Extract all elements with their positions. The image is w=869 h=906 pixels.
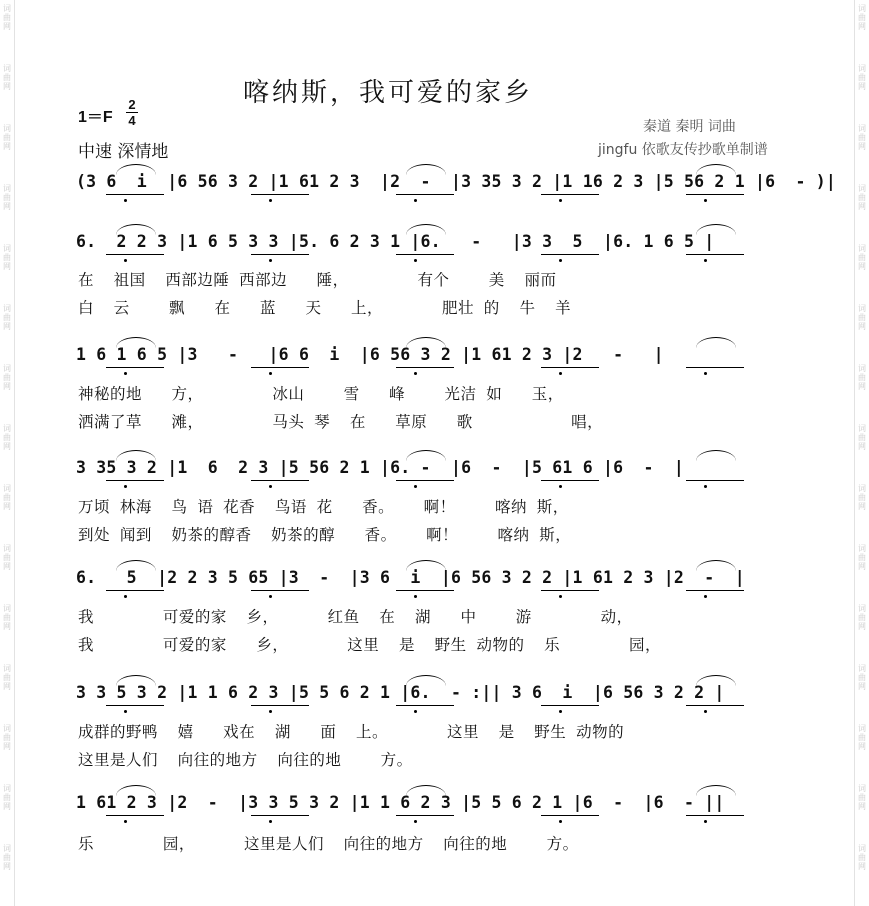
octave-dot: [704, 595, 707, 598]
beam-underline: [686, 590, 744, 591]
lyric-line: 神秘的地 方， 冰山 雪 峰 光洁 如 玉，: [78, 385, 564, 403]
watermark-text: 词 曲 网: [3, 604, 11, 631]
beam-underline: [686, 705, 744, 706]
lyric-line: 洒满了草 滩， 马头 琴 在 草原 歌 唱，: [78, 413, 604, 431]
slur-mark: [696, 164, 736, 175]
watermark-text: 词 曲 网: [3, 844, 11, 871]
slur-mark: [696, 450, 736, 461]
watermark-text: 词 曲 网: [858, 664, 866, 691]
watermark-text: 词 曲 网: [3, 304, 11, 331]
beam-underline: [396, 480, 454, 481]
beam-underline: [396, 815, 454, 816]
notation-row: [76, 568, 811, 598]
beam-underline: [396, 367, 454, 368]
octave-dot: [269, 595, 272, 598]
slur-mark: [696, 560, 736, 571]
octave-dot: [124, 820, 127, 823]
notation-row: [76, 458, 811, 488]
tempo-marking: 中速 深情地: [78, 142, 169, 162]
beam-underline: [251, 367, 309, 368]
notation-line: (3 6 i |6 56 3 2 |1 61 2 3 |2 - |3 35 3 2 |1 16 2 3 |5 56 2 1 |6 - )|: [76, 172, 837, 191]
notation-row: [76, 345, 811, 375]
slur-mark: [406, 450, 446, 461]
octave-dot: [559, 820, 562, 823]
octave-dot: [704, 372, 707, 375]
notation-line: 3 35 3 2 |1 6 2 3 |5 56 2 1 |6. - |6 - |5 61 6 |6 - |: [76, 458, 685, 477]
octave-dot: [414, 595, 417, 598]
beam-underline: [686, 367, 744, 368]
beam-underline: [106, 194, 164, 195]
slur-mark: [696, 785, 736, 796]
watermark-text: 词 曲 网: [858, 724, 866, 751]
octave-dot: [269, 259, 272, 262]
beam-underline: [251, 815, 309, 816]
beam-underline: [541, 194, 599, 195]
time-signature-top: 2: [128, 97, 136, 112]
watermark-text: 词 曲 网: [3, 664, 11, 691]
octave-dot: [704, 259, 707, 262]
slur-mark: [116, 785, 156, 796]
octave-dot: [269, 820, 272, 823]
notation-row: [76, 683, 811, 713]
watermark-text: 词 曲 网: [858, 844, 866, 871]
octave-dot: [414, 259, 417, 262]
slur-mark: [406, 785, 446, 796]
beam-underline: [106, 367, 164, 368]
beam-underline: [686, 815, 744, 816]
slur-mark: [406, 164, 446, 175]
notation-row: [76, 172, 837, 202]
beam-underline: [251, 480, 309, 481]
octave-dot: [414, 710, 417, 713]
octave-dot: [414, 485, 417, 488]
slur-mark: [406, 675, 446, 686]
slur-mark: [116, 337, 156, 348]
notation-row: [76, 232, 811, 262]
watermark-text: 词 曲 网: [858, 64, 866, 91]
octave-dot: [414, 820, 417, 823]
octave-dot: [124, 595, 127, 598]
octave-dot: [559, 710, 562, 713]
watermark-text: 词 曲 网: [858, 484, 866, 511]
time-signature: [126, 98, 138, 127]
slur-mark: [116, 560, 156, 571]
beam-underline: [251, 194, 309, 195]
right-margin-strip: [854, 0, 869, 906]
octave-dot: [704, 820, 707, 823]
octave-dot: [704, 199, 707, 202]
beam-underline: [396, 194, 454, 195]
watermark-text: 词 曲 网: [3, 544, 11, 571]
beam-underline: [396, 254, 454, 255]
beam-underline: [106, 590, 164, 591]
notation-line: 1 61 2 3 |2 - |3 3 5 3 2 |1 1 6 2 3 |5 5 6 2 1 |6 - |6 - ||: [76, 793, 725, 812]
octave-dot: [704, 485, 707, 488]
lyric-line: 到处 闻到 奶茶的醇香 奶茶的醇 香。 啊！ 喀纳 斯，: [78, 526, 572, 544]
time-signature-bottom: 4: [128, 113, 136, 128]
slur-mark: [116, 164, 156, 175]
lyric-line: 成群的野鸭 嬉 戏在 湖 面 上。 这里 是 野生 动物的: [78, 723, 625, 741]
octave-dot: [414, 199, 417, 202]
watermark-text: 词 曲 网: [858, 124, 866, 151]
octave-dot: [124, 259, 127, 262]
beam-underline: [106, 815, 164, 816]
watermark-text: 词 曲 网: [3, 424, 11, 451]
beam-underline: [541, 254, 599, 255]
beam-underline: [251, 254, 309, 255]
watermark-text: 词 曲 网: [3, 364, 11, 391]
lyric-line: 乐 园， 这里是人们 向往的地方 向往的地 方。: [78, 835, 579, 853]
watermark-text: 词 曲 网: [858, 424, 866, 451]
lyric-line: 白 云 飘 在 蓝 天 上， 肥壮 的 牛 羊: [78, 299, 572, 317]
composer-credit: 秦道 秦明 词曲: [643, 119, 736, 135]
slur-mark: [116, 224, 156, 235]
watermark-text: 词 曲 网: [858, 184, 866, 211]
transcriber-credit: jingfu 依歌友传抄歌单制谱: [598, 142, 768, 158]
watermark-text: 词 曲 网: [858, 364, 866, 391]
slur-mark: [116, 675, 156, 686]
notation-line: 6. 5 |2 2 3 5 65 |3 - |3 6 i |6 56 3 2 2 |1 61 2 3 |2 - |: [76, 568, 745, 587]
slur-mark: [696, 337, 736, 348]
watermark-text: 词 曲 网: [3, 244, 11, 271]
watermark-text: 词 曲 网: [3, 64, 11, 91]
lyric-line: 万顷 林海 鸟 语 花香 鸟语 花 香。 啊！ 喀纳 斯，: [78, 498, 569, 516]
octave-dot: [704, 710, 707, 713]
octave-dot: [559, 485, 562, 488]
slur-mark: [406, 224, 446, 235]
watermark-text: 词 曲 网: [3, 484, 11, 511]
slur-mark: [696, 675, 736, 686]
watermark-text: 词 曲 网: [3, 184, 11, 211]
watermark-text: 词 曲 网: [3, 784, 11, 811]
lyric-line: 我 可爱的家 乡， 红鱼 在 湖 中 游 动，: [78, 608, 633, 626]
beam-underline: [541, 367, 599, 368]
octave-dot: [559, 595, 562, 598]
notation-line: 3 3 5 3 2 |1 1 6 2 3 |5 5 6 2 1 |6. - :|| 3 6 i |6 56 3 2 2 |: [76, 683, 725, 702]
beam-underline: [106, 254, 164, 255]
octave-dot: [124, 199, 127, 202]
octave-dot: [559, 259, 562, 262]
watermark-text: 词 曲 网: [858, 544, 866, 571]
lyric-line: 在 祖国 西部边陲 西部边 陲， 有个 美 丽而: [78, 271, 557, 289]
notation-line: 1 6 1 6 5 |3 - |6 6 i |6 56 3 2 |1 61 2 3 |2 - |: [76, 345, 664, 364]
octave-dot: [269, 710, 272, 713]
octave-dot: [269, 199, 272, 202]
lyric-line: 我 可爱的家 乡， 这里 是 野生 动物的 乐 园，: [78, 636, 661, 654]
octave-dot: [124, 372, 127, 375]
watermark-text: 词 曲 网: [858, 4, 866, 31]
beam-underline: [541, 590, 599, 591]
beam-underline: [541, 705, 599, 706]
octave-dot: [414, 372, 417, 375]
octave-dot: [269, 372, 272, 375]
slur-mark: [406, 560, 446, 571]
watermark-text: 词 曲 网: [3, 4, 11, 31]
beam-underline: [541, 815, 599, 816]
beam-underline: [251, 705, 309, 706]
left-margin-strip: [0, 0, 15, 906]
slur-mark: [116, 450, 156, 461]
beam-underline: [396, 590, 454, 591]
watermark-text: 词 曲 网: [858, 304, 866, 331]
notation-row: [76, 793, 811, 823]
octave-dot: [559, 372, 562, 375]
watermark-text: 词 曲 网: [858, 244, 866, 271]
octave-dot: [124, 485, 127, 488]
slur-mark: [406, 337, 446, 348]
watermark-text: 词 曲 网: [3, 724, 11, 751]
octave-dot: [269, 485, 272, 488]
lyric-line: 这里是人们 向往的地方 向往的地 方。: [78, 751, 413, 769]
beam-underline: [541, 480, 599, 481]
beam-underline: [106, 705, 164, 706]
notation-line: 6. 2 2 3 |1 6 5 3 3 |5. 6 2 3 1 |6. - |3 3 5 |6. 1 6 5 |: [76, 232, 715, 251]
beam-underline: [251, 590, 309, 591]
key-signature: 1＝F: [78, 109, 113, 126]
octave-dot: [124, 710, 127, 713]
octave-dot: [559, 199, 562, 202]
slur-mark: [696, 224, 736, 235]
watermark-text: 词 曲 网: [858, 604, 866, 631]
song-title: 喀纳斯，我可爱的家乡: [243, 78, 534, 108]
beam-underline: [686, 194, 744, 195]
beam-underline: [686, 480, 744, 481]
beam-underline: [396, 705, 454, 706]
beam-underline: [106, 480, 164, 481]
watermark-text: 词 曲 网: [3, 124, 11, 151]
beam-underline: [686, 254, 744, 255]
watermark-text: 词 曲 网: [858, 784, 866, 811]
